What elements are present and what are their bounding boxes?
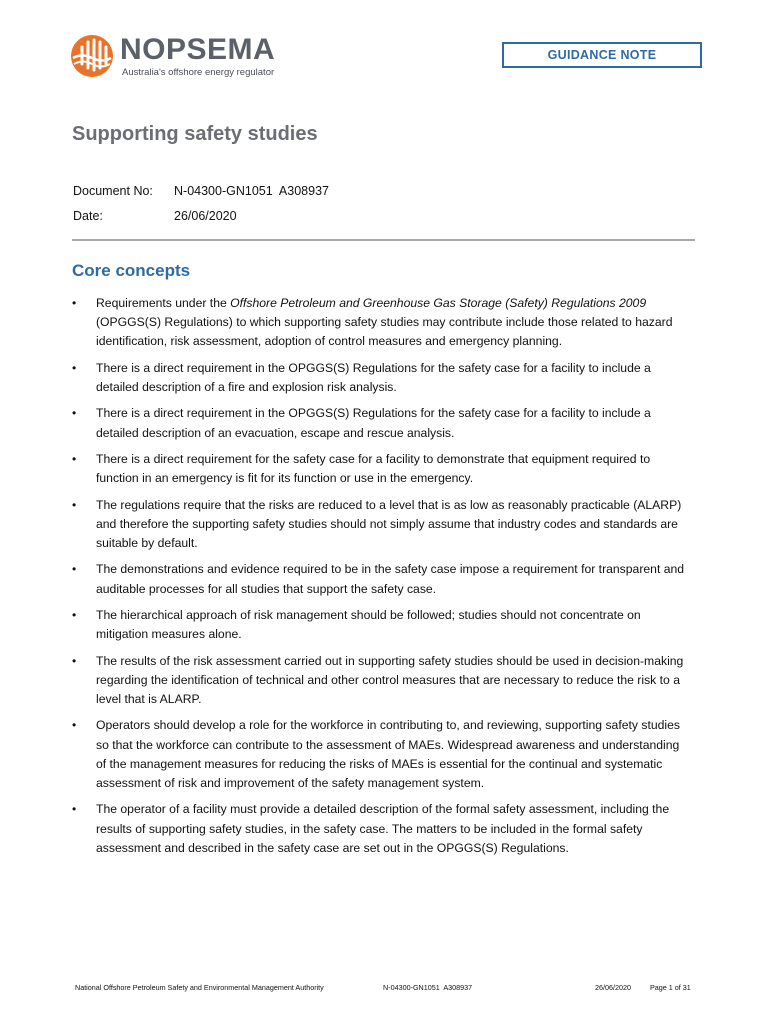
list-item-text: The demonstrations and evidence required to be in the safety case impose a requirement for transparent and auditable processes for all studies that support the safety case. [96, 562, 685, 596]
list-item-text: Operators should develop a role for the workforce in contributing to, and reviewing, supporting safety studies so that the workforce can contribute to the assessment of MAEs. Widespread awareness and understanding of the management measures for reducing the risks of MAEs is essential for the continual and systematic assessment of risk and improvement of the safety management system. [96, 718, 680, 790]
header-divider [72, 239, 695, 241]
date-label: Date: [73, 209, 103, 223]
footer-page-number: Page 1 of 31 [650, 983, 691, 992]
bullet-icon: • [72, 296, 77, 310]
document-number-value: N-04300-GN1051 A308937 [174, 184, 329, 198]
nopsema-logo [70, 34, 275, 78]
guidance-note-badge: GUIDANCE NOTE [502, 42, 702, 68]
document-number-label: Document No: [73, 184, 153, 198]
bullet-icon: • [72, 360, 77, 375]
list-item-text: There is a direct requirement in the OPGGS(S) Regulations for the safety case for a facility to include a detailed description of a fire and explosion risk analysis. [96, 360, 651, 394]
logo-name: NOPSEMA [120, 32, 276, 66]
bullet-icon: • [72, 497, 77, 512]
footer-date: 26/06/2020 [595, 983, 631, 992]
date-row [73, 209, 237, 223]
list-item [72, 560, 692, 598]
list-item [72, 404, 692, 442]
bullet-icon: • [72, 607, 77, 622]
date-value: 26/06/2020 [174, 209, 237, 223]
list-item [72, 496, 692, 554]
list-item [72, 716, 692, 793]
list-item-text: The results of the risk assessment carried out in supporting safety studies should be used in decision-making regarding the identification of technical and other control measures that are necessary to reduce the risk to a level that is ALARP. [96, 653, 684, 706]
footer-document-number: N-04300-GN1051 A308937 [383, 983, 473, 992]
core-concepts-list [72, 294, 692, 865]
list-item [72, 450, 692, 488]
footer-organisation: National Offshore Petroleum Safety and Environmental Management Authority [75, 983, 324, 992]
bullet-icon: • [72, 802, 77, 817]
bullet-icon: • [72, 406, 77, 421]
logo-tagline: Australia's offshore energy regulator [122, 66, 275, 78]
nopsema-logo-icon [70, 34, 114, 78]
list-item-text: The regulations require that the risks are reduced to a level that is as low as reasonably practicable (ALARP) and therefore the supporting safety studies should not simply assume that industry codes and standards are suitable by default. [96, 497, 682, 550]
list-item [72, 606, 692, 644]
list-item-text: The hierarchical approach of risk management should be followed; studies should not concentrate on mitigation measures alone. [96, 607, 641, 642]
list-item [72, 652, 692, 710]
bullet-icon: • [72, 451, 77, 466]
list-item [72, 294, 692, 352]
list-item-text-suffix: (OPGGS(S) Regulations) to which supporting safety studies may contribute include those related to hazard identification, risk assessment, adoption of control measures and emergency planning. [96, 315, 673, 349]
bullet-icon: • [72, 718, 77, 733]
page-title: Supporting safety studies [72, 123, 318, 145]
section-heading: Core concepts [72, 261, 191, 280]
bullet-icon: • [72, 562, 77, 577]
list-item [72, 800, 692, 858]
list-item-text: There is a direct requirement in the OPGGS(S) Regulations for the safety case for a facility to include a detailed description of an evacuation, escape and rescue analysis. [96, 406, 651, 440]
list-item-text: The operator of a facility must provide a detailed description of the formal safety assessment, including the results of supporting safety studies, in the safety case. The matters to be included in the formal safety assessment and described in the safety case are set out in the OPGGS(S) Regulations. [96, 802, 670, 855]
bullet-icon: • [72, 653, 77, 668]
list-item-text-prefix: Requirements under the [96, 296, 231, 310]
list-item [72, 359, 692, 397]
list-item-text: There is a direct requirement for the safety case for a facility to demonstrate that equipment required to function in an emergency is fit for its function or use in the emergency. [96, 451, 651, 486]
regulation-title: Offshore Petroleum and Greenhouse Gas Storage (Safety) Regulations 2009 [230, 296, 647, 310]
document-number-row [73, 184, 329, 198]
